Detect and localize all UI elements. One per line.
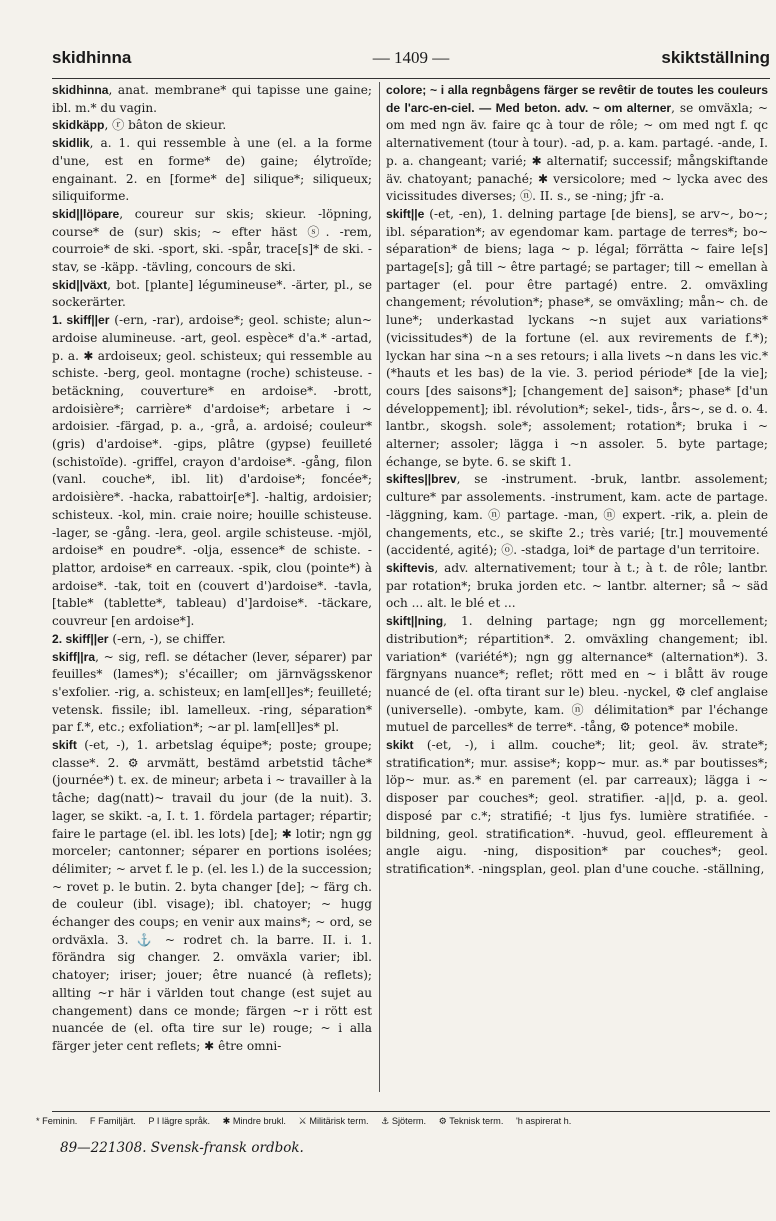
dictionary-entry: skift (-et, -), 1. arbetslag équipe*; poste; groupe; classe*. 2. ⚙ arvmätt, bestämd arbetstid tâche* (journée*) t. ex. de mineur; arbeta i ~ travailler à la tâche; dag(natt)~ travail du jour (de la nuit). 3. lager, se skikt. -a, I. t. 1. fördela partager; répartir; faire le partage (el. ibl. les lots) [de]; ✱ lotir; ngn gg morceler; cantonner; séparer en portions isolées; délimiter; ~ arvet f. le p. (el. les l.) de la succession; ~ rovet p. le butin. 2. byta changer [de]; ~ färg ch. de couleur (ibl. visage); ibl. chatoyer; ~ hugg échanger des coups; en venir aux mains*; ~ ord, se ordväxla. 3. ⚓ ~ rodret ch. la barre. II. i. 1. förändra sig changer. 2. omväxla varier; ibl. chatoyer; iriser; jouer; être nuancé (à reflets); allting ~r här i världen tout change (est sujet au changement) dans ce monde; färgen ~r i rött est nuancée de (el. ofta tire sur le) rouge; ~ i alla färger jeter cent reflets; ✱ être omni-	[52, 738, 372, 1053]
headword: skiftes||brev	[386, 472, 457, 487]
column-divider	[379, 82, 380, 1092]
legend-item: 'h aspirerat h.	[515, 1116, 572, 1126]
right-column	[386, 82, 768, 1092]
headword: skidhinna	[52, 83, 109, 97]
legend-item: ⚓ Sjöterm.	[381, 1116, 427, 1126]
headword: skiff||ra	[52, 649, 96, 664]
headword: skid||löpare	[52, 206, 120, 221]
headword: 1. skiff||er	[52, 313, 110, 328]
dictionary-entry: skid||löpare, coureur sur skis; skieur. -löpning, course* de (sur) skis; ~ efter häst ⓢ. -rem, courroie* de ski. -sport, ski. -spår, trace[s]* de ski. -stav, se -käpp. -tävling, concours de ski.	[52, 206, 372, 275]
dictionary-entry: 2. skiff||er (-ern, -), se chiffer.	[52, 631, 226, 646]
headword: skift||ning	[386, 614, 444, 629]
left-column	[52, 82, 372, 1092]
headword: skift	[52, 738, 77, 753]
page-number: — 1409 —	[52, 48, 770, 68]
dictionary-entry: skidhinna, anat. membrane* qui tapisse une gaine; ibl. m.* du vagin.	[52, 83, 372, 115]
headword: skiftevis	[386, 560, 435, 575]
legend-item: * Feminin.	[36, 1116, 78, 1126]
headword: skid||växt	[52, 277, 108, 292]
dictionary-entry: skid||växt, bot. [plante] légumineuse*. -ärter, pl., se sockerärter.	[52, 277, 372, 310]
headword: 2. skiff||er	[52, 631, 109, 646]
dictionary-entry: skiftes||brev, se -instrument. -bruk, lantbr. assolement; culture* par assolements. -instrument, kam. acte de partage. -läggning, kam. ⓝ partage. -man, ⓝ expert. -rik, a. plein de changements, etc., se skifte 2.; très varié; [tr.] mouvementé (accidenté, agité); ⓞ. -stadga, loi* de partage d'un territoire.	[386, 472, 768, 558]
dictionary-entry: skikt (-et, -), i allm. couche*; lit; geol. äv. strate*; stratification*; mur. assise*; kopp~ mur. as.* par boutisses*; löp~ mur. as.* en parement (el. par carreaux); lägga i ~ disposer par couches*; geol. stratifier. -a||d, p. a. geol. disposé par c.*; stratifié; -t ljus fys. lumière stratifiée. -bildning, geol. stratification*. -huvud, geol. effleurement à angle aigu. -ning, disposition* par couches*; geol. stratification*. -ningsplan, geol. plan d'une couche. -ställning,	[386, 738, 768, 876]
header-rule	[52, 78, 770, 79]
dictionary-entry: skidkäpp, ⓡ bâton de skieur.	[52, 118, 227, 133]
legend-item: ⚙ Teknisk term.	[438, 1116, 504, 1126]
page-header	[52, 48, 770, 76]
dictionary-entry: skidlik, a. 1. qui ressemble à une (el. a la forme d'une, est en forme* de) gaine; élytroïde; engainant. 2. en [forme* de] silique*; siliqueux; siliquiforme.	[52, 136, 372, 204]
legend-item: ⚔ Militärisk term.	[298, 1116, 369, 1126]
legend-item: P I lägre språk.	[148, 1116, 211, 1126]
dictionary-entry: skiftevis, adv. alternativement; tour à t.; à t. de rôle; lantbr. par rotation*; bruka jorden etc. ~ lantbr. alterner; så ~ säd och ... alt. le blé et ...	[386, 560, 768, 611]
headword: skidlik	[52, 136, 90, 151]
printer-footer: 89—221308. Svensk-fransk ordbok.	[60, 1140, 304, 1156]
footnote-rule	[52, 1111, 770, 1112]
headword: skidkäpp	[52, 118, 105, 133]
right-guide-word: skiktställning	[661, 48, 770, 67]
dictionary-entry: skift||ning, 1. delning partage; ngn gg morcellement; distribution*; répartition*. 2. omväxling changement; ibl. variation* (variété*); ngn gg alternance* (alternation*). 3. färgnyans nuance*; reflet; rött med en ~ i blått äv rouge nuancé de (el. ofta tirant sur le) bleu. -nyckel, ⚙ clef anglaise (universelle). -ombyte, kam. ⓝ délimitation* par l'échange mutuel de parcelles* de terre*. -tång, ⚙ potence* mobile.	[386, 614, 768, 735]
dictionary-entry: skift||e (-et, -en), 1. delning partage [de biens], se arv~, bo~; ibl. séparation*; av egendomar kam. partage de terres*; bo~ séparation* de biens; laga ~ p. légal; förrätta ~ faire le[s] partage[s]; gå till ~ être partagé; se partager; till ~ emellan à partager (el. pour être partagé) entre. 2. omväxling changement; révolution*; phase*, se omväxling; mån~ ch. de lune*; underkastad lyckans ~n sujet aux variations* (vicissitudes*) de la fortune (el. aux revirements de f.*); lyckan har sina ~n a ses retours; i alla livets ~n dans les vic.* (*hauts et les bas) de la vie. 3. period période* [de la vie]; cours [des saisons*]; [changement de] saison*; phase* [d'un développement]; ibl. révolution*; sekel-, tids-, års~, se d. o. 4. lantbr., skogsh. sole*; assolement; rotation*; bruka i ~ alterner; assoler; lägga i ~n assoler. 5. byte partage; échange, se byte. 6. se skift 1.	[386, 206, 768, 469]
abbreviation-legend	[36, 1116, 772, 1127]
headword: colore; ~ i alla regnbågens färger se revêtir de toutes les couleurs de l'arc-en-ciel. — Med beton. adv. ~ om alterner	[386, 83, 768, 115]
headword: skikt	[386, 738, 414, 753]
legend-item: ✱ Mindre brukl.	[222, 1116, 286, 1126]
dictionary-entry: 1. skiff||er (-ern, -rar), ardoise*; geol. schiste; alun~ ardoise alumineuse. -art, geol. espèce* d'a.* -artad, p. a. ✱ ardoiseux; geol. schisteux; qui ressemble au schiste. -berg, geol. montagne (roche) schisteuse. -betäckning, couverture* en ardoise*. -brott, ardoisière*; carrière* d'ardoise*; arbetare i ~ ardoisier. -färgad, p. a., -grå, a. ardoisé; couleur* (gris) d'ardoise*. -gips, plâtre (gypse) feuilleté (schistoïde). -griffel, crayon d'ardoise*. -gång, filon (vanl. couche*, ibl. lit) d'ardoise*; foncée*; ardoisière*. -hacka, rabattoir[e*]. -haltig, ardoisier; schisteux. -kol, min. craie noire; houille schisteuse. -lager, se -gång. -lera, geol. argile schisteuse. -mjöl, ardoise* en poudre*. -olja, essence* de schiste. -plattor, ardoise* en carreaux. -spik, clou (pointe*) à ardoise*. -tak, toit en (couvert d')ardoise*. -tavla, [table* (tablette*, tableau) d']ardoise*. -täckare, couvreur [en ardoise*].	[52, 313, 372, 629]
headword: skift||e	[386, 206, 425, 221]
legend-item: F Familjärt.	[89, 1116, 136, 1126]
dictionary-entry: colore; ~ i alla regnbågens färger se revêtir de toutes les couleurs de l'arc-en-ciel. — Med beton. adv. ~ om alterner, se omväxla; ~ om med ngn äv. faire qc à tour de rôle; ~ om med ngt f. qc alternativement (tour à tour). -ad, p. a. kam. partagé. -ande, I. p. a. changeant; varié; ✱ alternatif; successif; mångskiftande äv. chatoyant; panaché; ✱ versicolore; med ~ lycka avec des vicissitudes diverses; ⓝ. II. s., se -ning; jfr -a.	[386, 83, 768, 204]
left-guide-word: skidhinna	[52, 48, 132, 67]
dictionary-entry: skiff||ra, ~ sig, refl. se détacher (lever, séparer) par feuilles* (lames*); s'écailler; om järnvägsskenor s'exfolier. -rig, a. schisteux; en lam[ell]es*; feuilleté; vetensk. fissile; ibl. lamelleux. -ring, séparation* par f.*, etc.; exfoliation*; ~ar pl. lam[ell]es* pl.	[52, 649, 372, 735]
